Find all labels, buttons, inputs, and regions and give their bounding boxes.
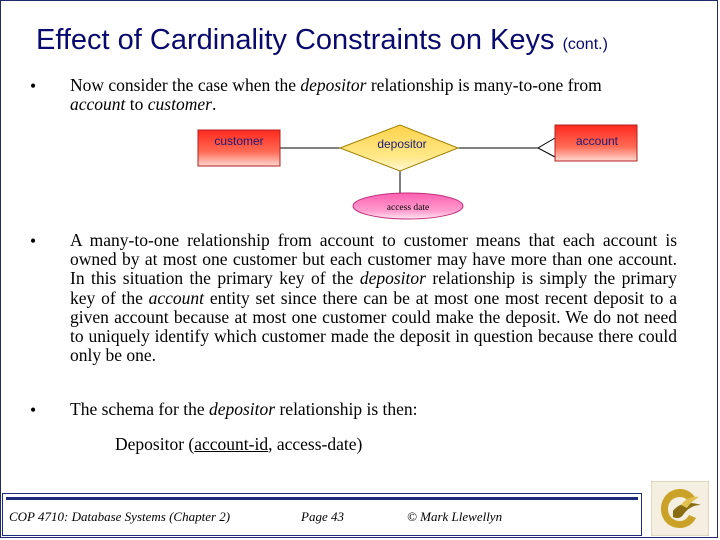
attribute-access-date xyxy=(353,193,463,219)
attribute-access-date-label: access date xyxy=(386,203,430,213)
relationship-depositor-label: depositor xyxy=(377,137,427,151)
schema-name: Depositor ( xyxy=(115,434,195,454)
title-main: Effect of Cardinality Constraints on Keys xyxy=(36,24,555,56)
bullet-2-italic: account xyxy=(148,287,205,308)
schema-definition xyxy=(115,434,362,455)
bullet-1-italic: customer xyxy=(147,94,212,115)
footer-bar xyxy=(2,493,642,536)
bullet-2-part: relationship is simply the primary key of the xyxy=(70,268,677,308)
bullet-marker: • xyxy=(30,76,37,96)
schema-rest: , access-date) xyxy=(268,434,363,454)
bullet-marker: • xyxy=(30,231,37,251)
relationship-depositor xyxy=(340,125,458,171)
schema-key: account-id xyxy=(194,434,269,454)
bullet-marker: • xyxy=(30,400,37,420)
title-suffix: (cont.) xyxy=(562,36,608,53)
footer-page-number: Page 43 xyxy=(301,509,344,524)
bullet-1-part: to xyxy=(125,94,148,115)
entity-customer xyxy=(198,130,280,166)
bullet-1-italic: depositor xyxy=(300,75,367,95)
footer-course: COP 4710: Database Systems (Chapter 2) xyxy=(9,509,231,524)
footer-copyright: © Mark Llewellyn xyxy=(407,509,503,524)
bullet-2-part: entity set since there can be at most one most recent deposit to a given account because at most one customer could make the deposit. We do not need to uniquely identify which customer made the deposit in question because there could only be one. xyxy=(70,287,677,366)
bullet-3-italic: depositor xyxy=(208,399,276,419)
bullet-3-part: relationship is then: xyxy=(275,399,418,419)
bullet-2-italic: depositor xyxy=(359,268,426,289)
bullet-1-part: . xyxy=(211,94,217,115)
entity-customer-label: customer xyxy=(214,134,264,148)
bullet-2-part: A many-to-one relationship from account to customer means that each account is owned by at most one customer but each customer may have more than one account. In this situation the primary key of the xyxy=(70,230,677,289)
pegasus-logo-icon xyxy=(651,481,709,536)
bullet-3-text xyxy=(70,400,677,419)
bullet-1-part: relationship is many-to-one from xyxy=(366,75,602,95)
entity-account-label: account xyxy=(575,134,619,148)
bullet-2-text xyxy=(70,231,677,365)
bullet-1-italic: account xyxy=(70,94,126,115)
entity-account xyxy=(555,125,637,161)
bullet-3-part: The schema for the xyxy=(70,399,209,419)
bullet-1-part: Now consider the case when the xyxy=(70,75,301,95)
